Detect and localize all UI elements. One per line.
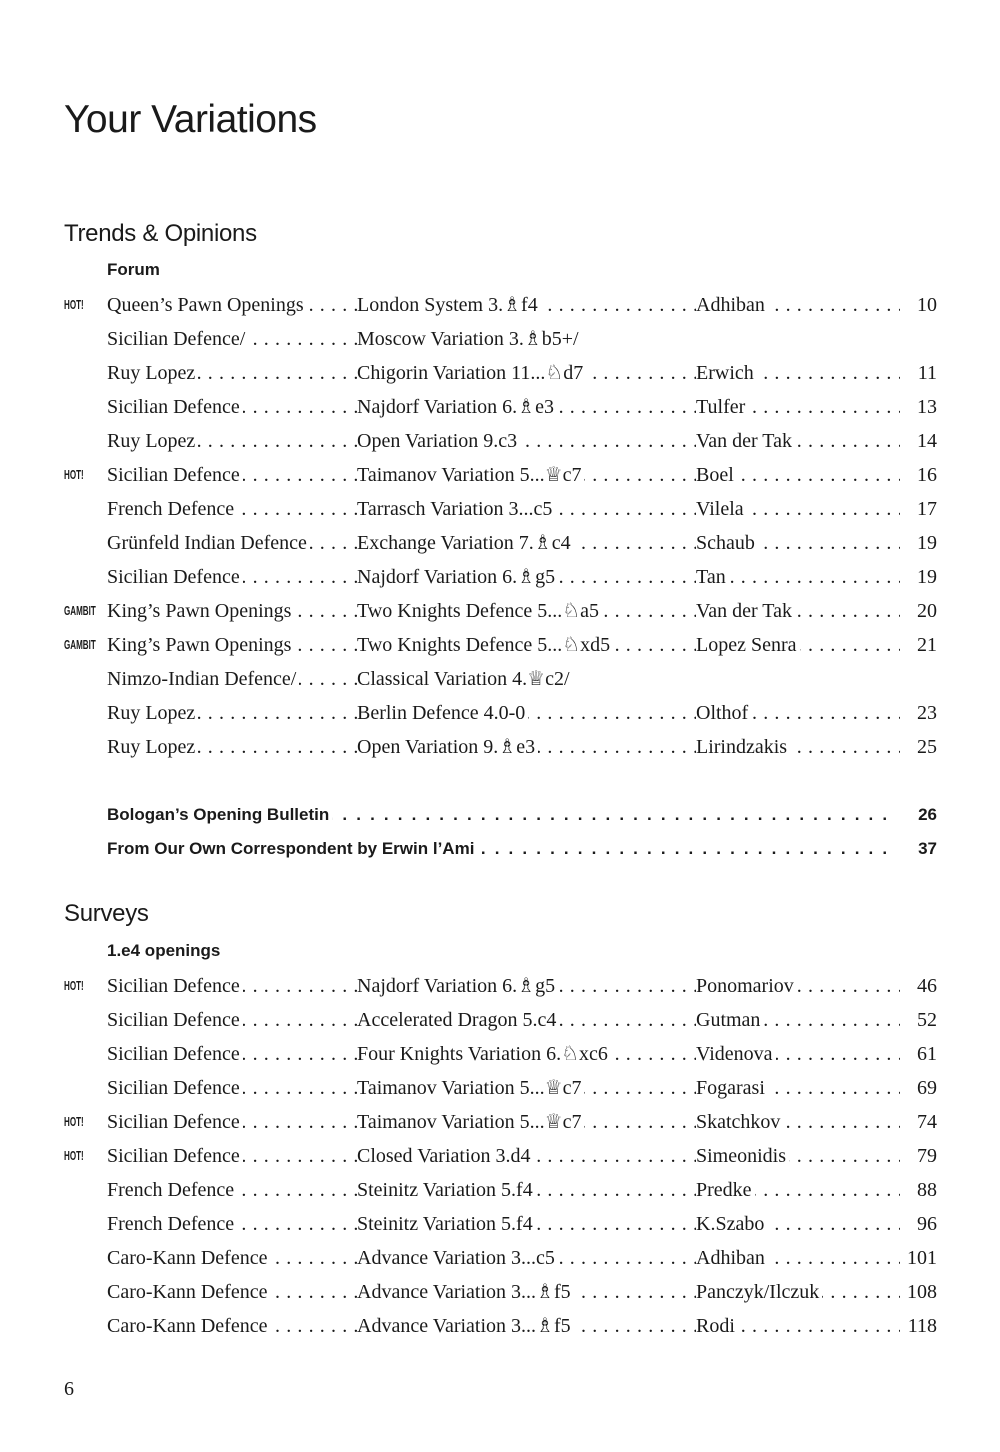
entry-variation-cell <box>357 1105 696 1139</box>
entry-opening-cell <box>107 526 357 560</box>
section-heading-trends: Trends & Opinions <box>64 220 257 247</box>
entry-author-cell <box>696 730 912 764</box>
entry-variation-cell <box>357 1275 696 1309</box>
entry-opening-cell <box>107 1207 357 1241</box>
entry-variation: Four Knights Variation 6.♘xc6 <box>357 1043 611 1065</box>
toc-entry[interactable] <box>0 594 1000 628</box>
entry-opening: Sicilian Defence <box>107 566 243 588</box>
page-number: 6 <box>64 1378 74 1400</box>
entry-opening: French Defence <box>107 1179 237 1201</box>
entry-variation: Najdorf Variation 6.♗g5 <box>357 975 558 997</box>
entry-page-number: 20 <box>900 594 937 628</box>
entry-author: Adhiban <box>696 1247 768 1269</box>
entry-author: Olthof <box>696 702 751 724</box>
entry-variation: Advance Variation 3...c5 <box>357 1247 558 1269</box>
toc-entry[interactable] <box>0 458 1000 492</box>
entry-opening: Queen’s Pawn Openings <box>107 294 307 316</box>
entry-variation: London System 3.♗f4 <box>357 294 541 316</box>
entry-variation-cell <box>357 322 696 356</box>
entry-author: Rodi <box>696 1315 738 1337</box>
entry-author: Panczyk/Ilczuk <box>696 1281 822 1303</box>
entry-opening: Caro-Kann Defence <box>107 1247 270 1269</box>
toc-entry[interactable] <box>0 1071 1000 1105</box>
entry-variation: Tarrasch Variation 3...c5 <box>357 498 555 520</box>
entry-opening-cell <box>107 1139 357 1173</box>
toc-entry[interactable] <box>0 1241 1000 1275</box>
entry-author: Van der Tak <box>696 600 795 622</box>
toc-entry[interactable] <box>0 730 1000 764</box>
entry-variation-cell <box>357 1173 696 1207</box>
toc-entry[interactable] <box>0 288 1000 322</box>
toc-entry[interactable] <box>0 356 1000 390</box>
bulletin-label: Bologan’s Opening Bulletin <box>107 805 332 824</box>
entry-author: Boel <box>696 464 737 486</box>
sub-heading-forum: Forum <box>107 260 160 279</box>
entry-page-number: 13 <box>900 390 937 424</box>
entry-author: Videnova <box>696 1043 776 1065</box>
entry-author: Schaub <box>696 532 758 554</box>
entry-author: Lopez Senra <box>696 634 800 656</box>
entry-page-number: 52 <box>900 1003 937 1037</box>
entry-page-number: 14 <box>900 424 937 458</box>
section-heading-surveys: Surveys <box>64 900 149 927</box>
entry-variation-cell <box>357 969 696 1003</box>
entry-opening: Sicilian Defence <box>107 1043 243 1065</box>
entry-variation-cell <box>357 526 696 560</box>
entry-opening-cell <box>107 1309 357 1343</box>
toc-entry[interactable] <box>0 322 1000 356</box>
entry-opening-cell <box>107 662 357 696</box>
entry-variation-cell <box>357 628 696 662</box>
entry-variation: Steinitz Variation 5.f4 <box>357 1179 536 1201</box>
entry-opening-cell <box>107 1003 357 1037</box>
entry-tag-badge: HOT! <box>64 978 84 993</box>
bulletin-page-number: 37 <box>895 832 937 866</box>
entry-opening: King’s Pawn Openings <box>107 634 294 656</box>
entry-variation: Advance Variation 3...♗f5 <box>357 1315 574 1337</box>
toc-entry[interactable] <box>0 1003 1000 1037</box>
entry-author-cell <box>696 356 912 390</box>
entry-variation: Open Variation 9.♗e3 <box>357 736 538 758</box>
entry-author-cell <box>696 696 912 730</box>
entry-author-cell <box>696 1207 912 1241</box>
entry-opening: Sicilian Defence <box>107 1145 243 1167</box>
entry-variation-cell <box>357 662 696 696</box>
toc-entry[interactable] <box>0 969 1000 1003</box>
sub-heading-e4-openings: 1.e4 openings <box>107 941 221 960</box>
entry-opening-cell <box>107 730 357 764</box>
toc-entry[interactable] <box>0 424 1000 458</box>
entry-page-number: 74 <box>900 1105 937 1139</box>
entry-author-cell <box>696 969 912 1003</box>
entry-tag-badge: HOT! <box>64 1148 84 1163</box>
entry-opening-cell <box>107 1105 357 1139</box>
entry-opening-cell <box>107 458 357 492</box>
entry-tag-badge: HOT! <box>64 297 84 312</box>
bulletin-label: From Our Own Correspondent by Erwin l’Ami <box>107 839 477 858</box>
entry-author: Simeonidis <box>696 1145 789 1167</box>
entry-author: Lirindzakis <box>696 736 790 758</box>
bulletin-label-cell <box>107 832 907 866</box>
entry-page-number: 25 <box>900 730 937 764</box>
toc-entry[interactable] <box>0 560 1000 594</box>
entry-variation-cell <box>357 288 696 322</box>
entry-author-cell <box>696 1003 912 1037</box>
toc-entry[interactable] <box>0 1275 1000 1309</box>
entry-opening-cell <box>107 492 357 526</box>
entry-variation-cell <box>357 696 696 730</box>
entry-page-number: 19 <box>900 560 937 594</box>
entry-author: Predke <box>696 1179 755 1201</box>
entry-tag-badge: HOT! <box>64 1114 84 1129</box>
entry-variation-cell <box>357 390 696 424</box>
page-title: Your Variations <box>64 98 317 141</box>
entry-opening: Ruy Lopez <box>107 736 198 758</box>
entry-variation: Steinitz Variation 5.f4 <box>357 1213 536 1235</box>
entry-page-number: 69 <box>900 1071 937 1105</box>
entry-page-number: 79 <box>900 1139 937 1173</box>
toc-entry[interactable] <box>0 696 1000 730</box>
entry-variation-cell <box>357 1003 696 1037</box>
entry-variation: Closed Variation 3.d4 <box>357 1145 534 1167</box>
entry-variation: Taimanov Variation 5...♕c7 <box>357 464 584 486</box>
entry-variation-cell <box>357 560 696 594</box>
toc-entry[interactable] <box>0 1173 1000 1207</box>
entry-variation: Najdorf Variation 6.♗e3 <box>357 396 557 418</box>
entry-variation: Berlin Defence 4.0-0 <box>357 702 528 724</box>
toc-entry[interactable] <box>0 1207 1000 1241</box>
entry-page-number: 108 <box>900 1275 937 1309</box>
toc-entry[interactable] <box>0 628 1000 662</box>
entry-variation-cell <box>357 1139 696 1173</box>
entry-page-number: 16 <box>900 458 937 492</box>
entry-variation: Moscow Variation 3.♗b5+/ <box>357 328 582 350</box>
entry-variation: Accelerated Dragon 5.c4 <box>357 1009 559 1031</box>
entry-opening-cell <box>107 424 357 458</box>
entry-author: K.Szabo <box>696 1213 767 1235</box>
toc-entry[interactable] <box>0 662 1000 696</box>
entry-variation-cell <box>357 356 696 390</box>
entry-tag-badge: GAMBIT <box>64 603 96 618</box>
entry-opening-cell <box>107 628 357 662</box>
entry-opening: Sicilian Defence <box>107 1009 243 1031</box>
entry-author-cell <box>696 458 912 492</box>
entry-author: Erwich <box>696 362 757 384</box>
entry-author: Ponomariov <box>696 975 797 997</box>
entry-opening: Caro-Kann Defence <box>107 1281 270 1303</box>
entry-page-number: 10 <box>900 288 937 322</box>
toc-entry[interactable] <box>0 526 1000 560</box>
entry-opening: Nimzo-Indian Defence/ <box>107 668 299 690</box>
entry-author-cell <box>696 628 912 662</box>
entry-opening: Sicilian Defence <box>107 1111 243 1133</box>
entry-author-cell <box>696 1173 912 1207</box>
entry-opening-cell <box>107 696 357 730</box>
entry-author-cell <box>696 1275 912 1309</box>
entry-variation: Two Knights Defence 5...♘a5 <box>357 600 602 622</box>
entry-opening: Grünfeld Indian Defence <box>107 532 310 554</box>
entry-variation-cell <box>357 1037 696 1071</box>
entry-page-number: 21 <box>900 628 937 662</box>
bulletin-page-number: 26 <box>895 798 937 832</box>
entry-variation-cell <box>357 1309 696 1343</box>
entry-author-cell <box>696 288 912 322</box>
entry-tag-badge: GAMBIT <box>64 637 96 652</box>
entry-variation: Advance Variation 3...♗f5 <box>357 1281 574 1303</box>
entry-opening-cell <box>107 356 357 390</box>
entry-author-cell <box>696 390 912 424</box>
entry-variation-cell <box>357 594 696 628</box>
entry-page-number: 19 <box>900 526 937 560</box>
bulletin-label-cell <box>107 798 907 832</box>
entry-opening: Ruy Lopez <box>107 362 198 384</box>
entry-author-cell <box>696 424 912 458</box>
entry-opening: Sicilian Defence <box>107 464 243 486</box>
entry-variation-cell <box>357 1071 696 1105</box>
entry-opening-cell <box>107 969 357 1003</box>
entry-author-cell <box>696 1241 912 1275</box>
bulletin-entry[interactable] <box>0 798 1000 832</box>
entry-opening-cell <box>107 390 357 424</box>
entry-opening-cell <box>107 288 357 322</box>
entry-page-number: 46 <box>900 969 937 1003</box>
entry-author-cell <box>696 1037 912 1071</box>
entry-author-cell <box>696 1071 912 1105</box>
entry-author-cell <box>696 526 912 560</box>
entry-page-number: 101 <box>900 1241 937 1275</box>
entry-opening-cell <box>107 322 357 356</box>
entry-variation: Classical Variation 4.♕c2/ <box>357 668 573 690</box>
entry-opening: King’s Pawn Openings <box>107 600 294 622</box>
entry-variation-cell <box>357 458 696 492</box>
entry-author: Tulfer <box>696 396 748 418</box>
entry-page-number: 118 <box>900 1309 937 1343</box>
entry-opening-cell <box>107 560 357 594</box>
entry-tag-badge: HOT! <box>64 467 84 482</box>
entry-author-cell <box>696 1139 912 1173</box>
entry-author: Gutman <box>696 1009 763 1031</box>
entry-page-number: 61 <box>900 1037 937 1071</box>
entry-page-number: 96 <box>900 1207 937 1241</box>
entry-opening: French Defence <box>107 498 237 520</box>
entry-variation: Open Variation 9.c3 <box>357 430 520 452</box>
entry-opening-cell <box>107 594 357 628</box>
entry-variation-cell <box>357 730 696 764</box>
entry-opening: Caro-Kann Defence <box>107 1315 270 1337</box>
entry-variation-cell <box>357 424 696 458</box>
entry-variation: Taimanov Variation 5...♕c7 <box>357 1077 584 1099</box>
entry-opening: French Defence <box>107 1213 237 1235</box>
toc-entry[interactable] <box>0 1105 1000 1139</box>
entry-opening: Ruy Lopez <box>107 430 198 452</box>
entry-opening-cell <box>107 1037 357 1071</box>
entry-page-number: 88 <box>900 1173 937 1207</box>
entry-opening: Sicilian Defence <box>107 975 243 997</box>
entry-variation: Exchange Variation 7.♗c4 <box>357 532 574 554</box>
entry-variation: Chigorin Variation 11...♘d7 <box>357 362 586 384</box>
entry-author-cell <box>696 1309 912 1343</box>
bulletin-entry[interactable] <box>0 832 1000 866</box>
toc-entry[interactable] <box>0 1309 1000 1343</box>
toc-entry[interactable] <box>0 1037 1000 1071</box>
entry-author-cell <box>696 594 912 628</box>
entry-author: Skatchkov <box>696 1111 783 1133</box>
entry-author: Vilela <box>696 498 747 520</box>
entry-author-cell <box>696 560 912 594</box>
entry-variation: Two Knights Defence 5...♘xd5 <box>357 634 613 656</box>
entry-opening-cell <box>107 1241 357 1275</box>
entry-author: Adhiban <box>696 294 768 316</box>
entry-opening-cell <box>107 1173 357 1207</box>
entry-author-cell <box>696 492 912 526</box>
toc-entry[interactable] <box>0 1139 1000 1173</box>
entry-variation-cell <box>357 492 696 526</box>
entry-opening: Sicilian Defence <box>107 396 243 418</box>
entry-page-number: 17 <box>900 492 937 526</box>
entry-variation-cell <box>357 1241 696 1275</box>
entry-opening: Sicilian Defence <box>107 1077 243 1099</box>
entry-page-number: 11 <box>900 356 937 390</box>
entry-opening: Sicilian Defence/ <box>107 328 248 350</box>
entry-variation: Najdorf Variation 6.♗g5 <box>357 566 558 588</box>
toc-entry[interactable] <box>0 390 1000 424</box>
entry-opening-cell <box>107 1275 357 1309</box>
entry-variation: Taimanov Variation 5...♕c7 <box>357 1111 584 1133</box>
entry-opening: Ruy Lopez <box>107 702 198 724</box>
entry-author: Tan <box>696 566 729 588</box>
entry-variation-cell <box>357 1207 696 1241</box>
entry-page-number: 23 <box>900 696 937 730</box>
entry-opening-cell <box>107 1071 357 1105</box>
entry-author: Fogarasi <box>696 1077 768 1099</box>
toc-entry[interactable] <box>0 492 1000 526</box>
entry-author-cell <box>696 1105 912 1139</box>
entry-author: Van der Tak <box>696 430 795 452</box>
